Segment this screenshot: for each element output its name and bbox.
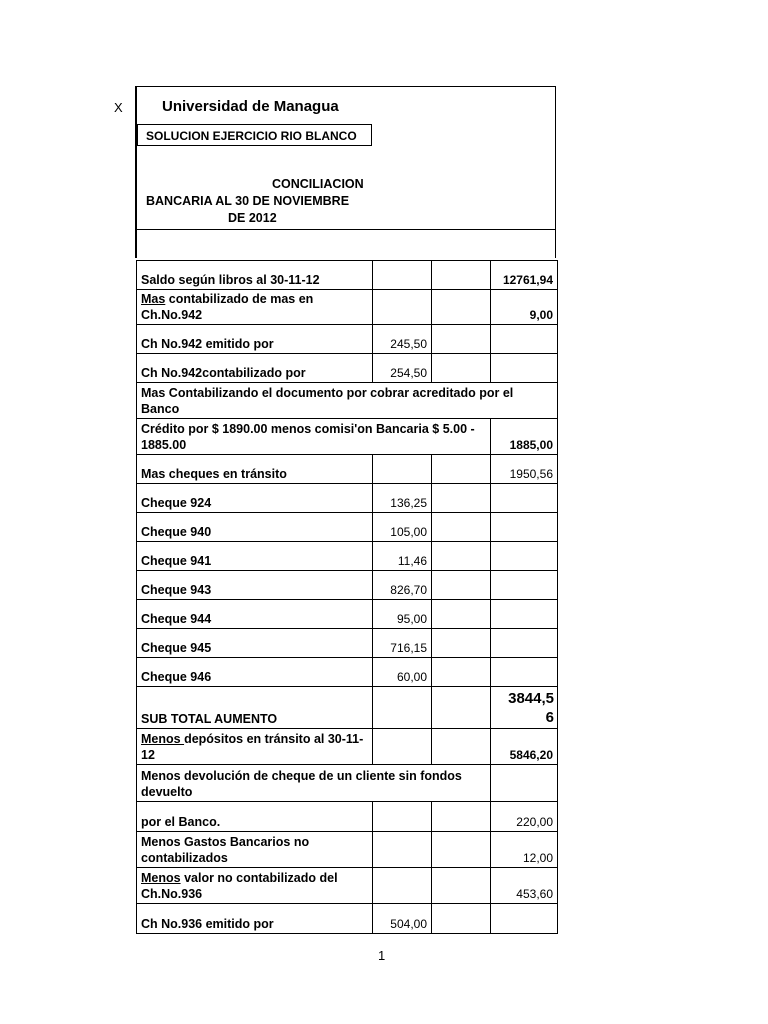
reconciliation-table	[136, 260, 558, 934]
table-row	[137, 354, 558, 383]
row-amount: 826,70	[373, 571, 432, 600]
table-row	[137, 832, 558, 868]
row-label: Menos devolución de cheque de un cliente sin fondos devuelto	[137, 765, 491, 802]
row-label: Cheque 944	[137, 600, 373, 629]
row-value: 220,00	[491, 802, 558, 832]
row-amount: 254,50	[373, 354, 432, 383]
row-label: Cheque 945	[137, 629, 373, 658]
row-value: 12,00	[491, 832, 558, 868]
row-label: Mas contabilizado de mas en Ch.No.942	[137, 290, 373, 325]
row-value: 453,60	[491, 868, 558, 904]
row-label: Saldo según libros al 30-11-12	[137, 261, 373, 290]
report-title-line1: CONCILIACION	[272, 177, 364, 191]
report-title	[146, 176, 362, 227]
row-amount: 105,00	[373, 513, 432, 542]
row-value: 12761,94	[491, 261, 558, 290]
row-amount: 11,46	[373, 542, 432, 571]
row-label: Ch No.936 emitido por	[137, 904, 373, 934]
table-row	[137, 729, 558, 765]
table-row	[137, 571, 558, 600]
row-value: 1950,56	[491, 455, 558, 484]
table-row	[137, 765, 558, 802]
table-row	[137, 261, 558, 290]
row-label: Menos Gastos Bancarios no contabilizados	[137, 832, 373, 868]
row-amount: 60,00	[373, 658, 432, 687]
row-label: Mas cheques en tránsito	[137, 455, 373, 484]
row-label: Ch No.942 emitido por	[137, 325, 373, 354]
report-title-line3: DE 2012	[228, 211, 277, 225]
table-row	[137, 542, 558, 571]
table-row	[137, 868, 558, 904]
row-label: Menos depósitos en tránsito al 30-11-12	[137, 729, 373, 765]
table-row	[137, 658, 558, 687]
row-label: por el Banco.	[137, 802, 373, 832]
table-row	[137, 600, 558, 629]
row-amount: 504,00	[373, 904, 432, 934]
row-amount: 245,50	[373, 325, 432, 354]
row-label: Cheque 941	[137, 542, 373, 571]
row-label: Cheque 924	[137, 484, 373, 513]
row-label: Crédito por $ 1890.00 menos comisi'on Bancaria $ 5.00 - 1885.00	[137, 419, 491, 455]
row-label: Cheque 943	[137, 571, 373, 600]
row-label: Cheque 940	[137, 513, 373, 542]
table-row	[137, 455, 558, 484]
row-value: 1885,00	[491, 419, 558, 455]
row-amount: 716,15	[373, 629, 432, 658]
page-number: 1	[378, 948, 386, 963]
table-row	[137, 325, 558, 354]
university-name: Universidad de Managua	[162, 98, 339, 115]
row-label: SUB TOTAL AUMENTO	[137, 687, 373, 729]
exercise-title: SOLUCION EJERCICIO RIO BLANCO	[137, 124, 372, 146]
row-label: Mas Contabilizando el documento por cobrar acreditado por el Banco	[137, 383, 558, 419]
table-row	[137, 419, 558, 455]
row-value: 5846,20	[491, 729, 558, 765]
table-row	[137, 629, 558, 658]
subtotal-value: 3844,5 6	[491, 687, 558, 729]
row-label: Menos valor no contabilizado del Ch.No.936	[137, 868, 373, 904]
table-row	[137, 484, 558, 513]
table-row	[137, 904, 558, 934]
table-row	[137, 290, 558, 325]
row-value: 9,00	[491, 290, 558, 325]
row-label: Ch No.942contabilizado por	[137, 354, 373, 383]
row-amount: 95,00	[373, 600, 432, 629]
table-row	[137, 687, 558, 729]
table-row	[137, 513, 558, 542]
margin-marker: X	[114, 100, 123, 115]
table-row	[137, 802, 558, 832]
row-label: Cheque 946	[137, 658, 373, 687]
report-title-line2: BANCARIA AL 30 DE NOVIEMBRE	[146, 194, 350, 208]
header-separator	[137, 229, 556, 230]
row-amount: 136,25	[373, 484, 432, 513]
table-row	[137, 383, 558, 419]
